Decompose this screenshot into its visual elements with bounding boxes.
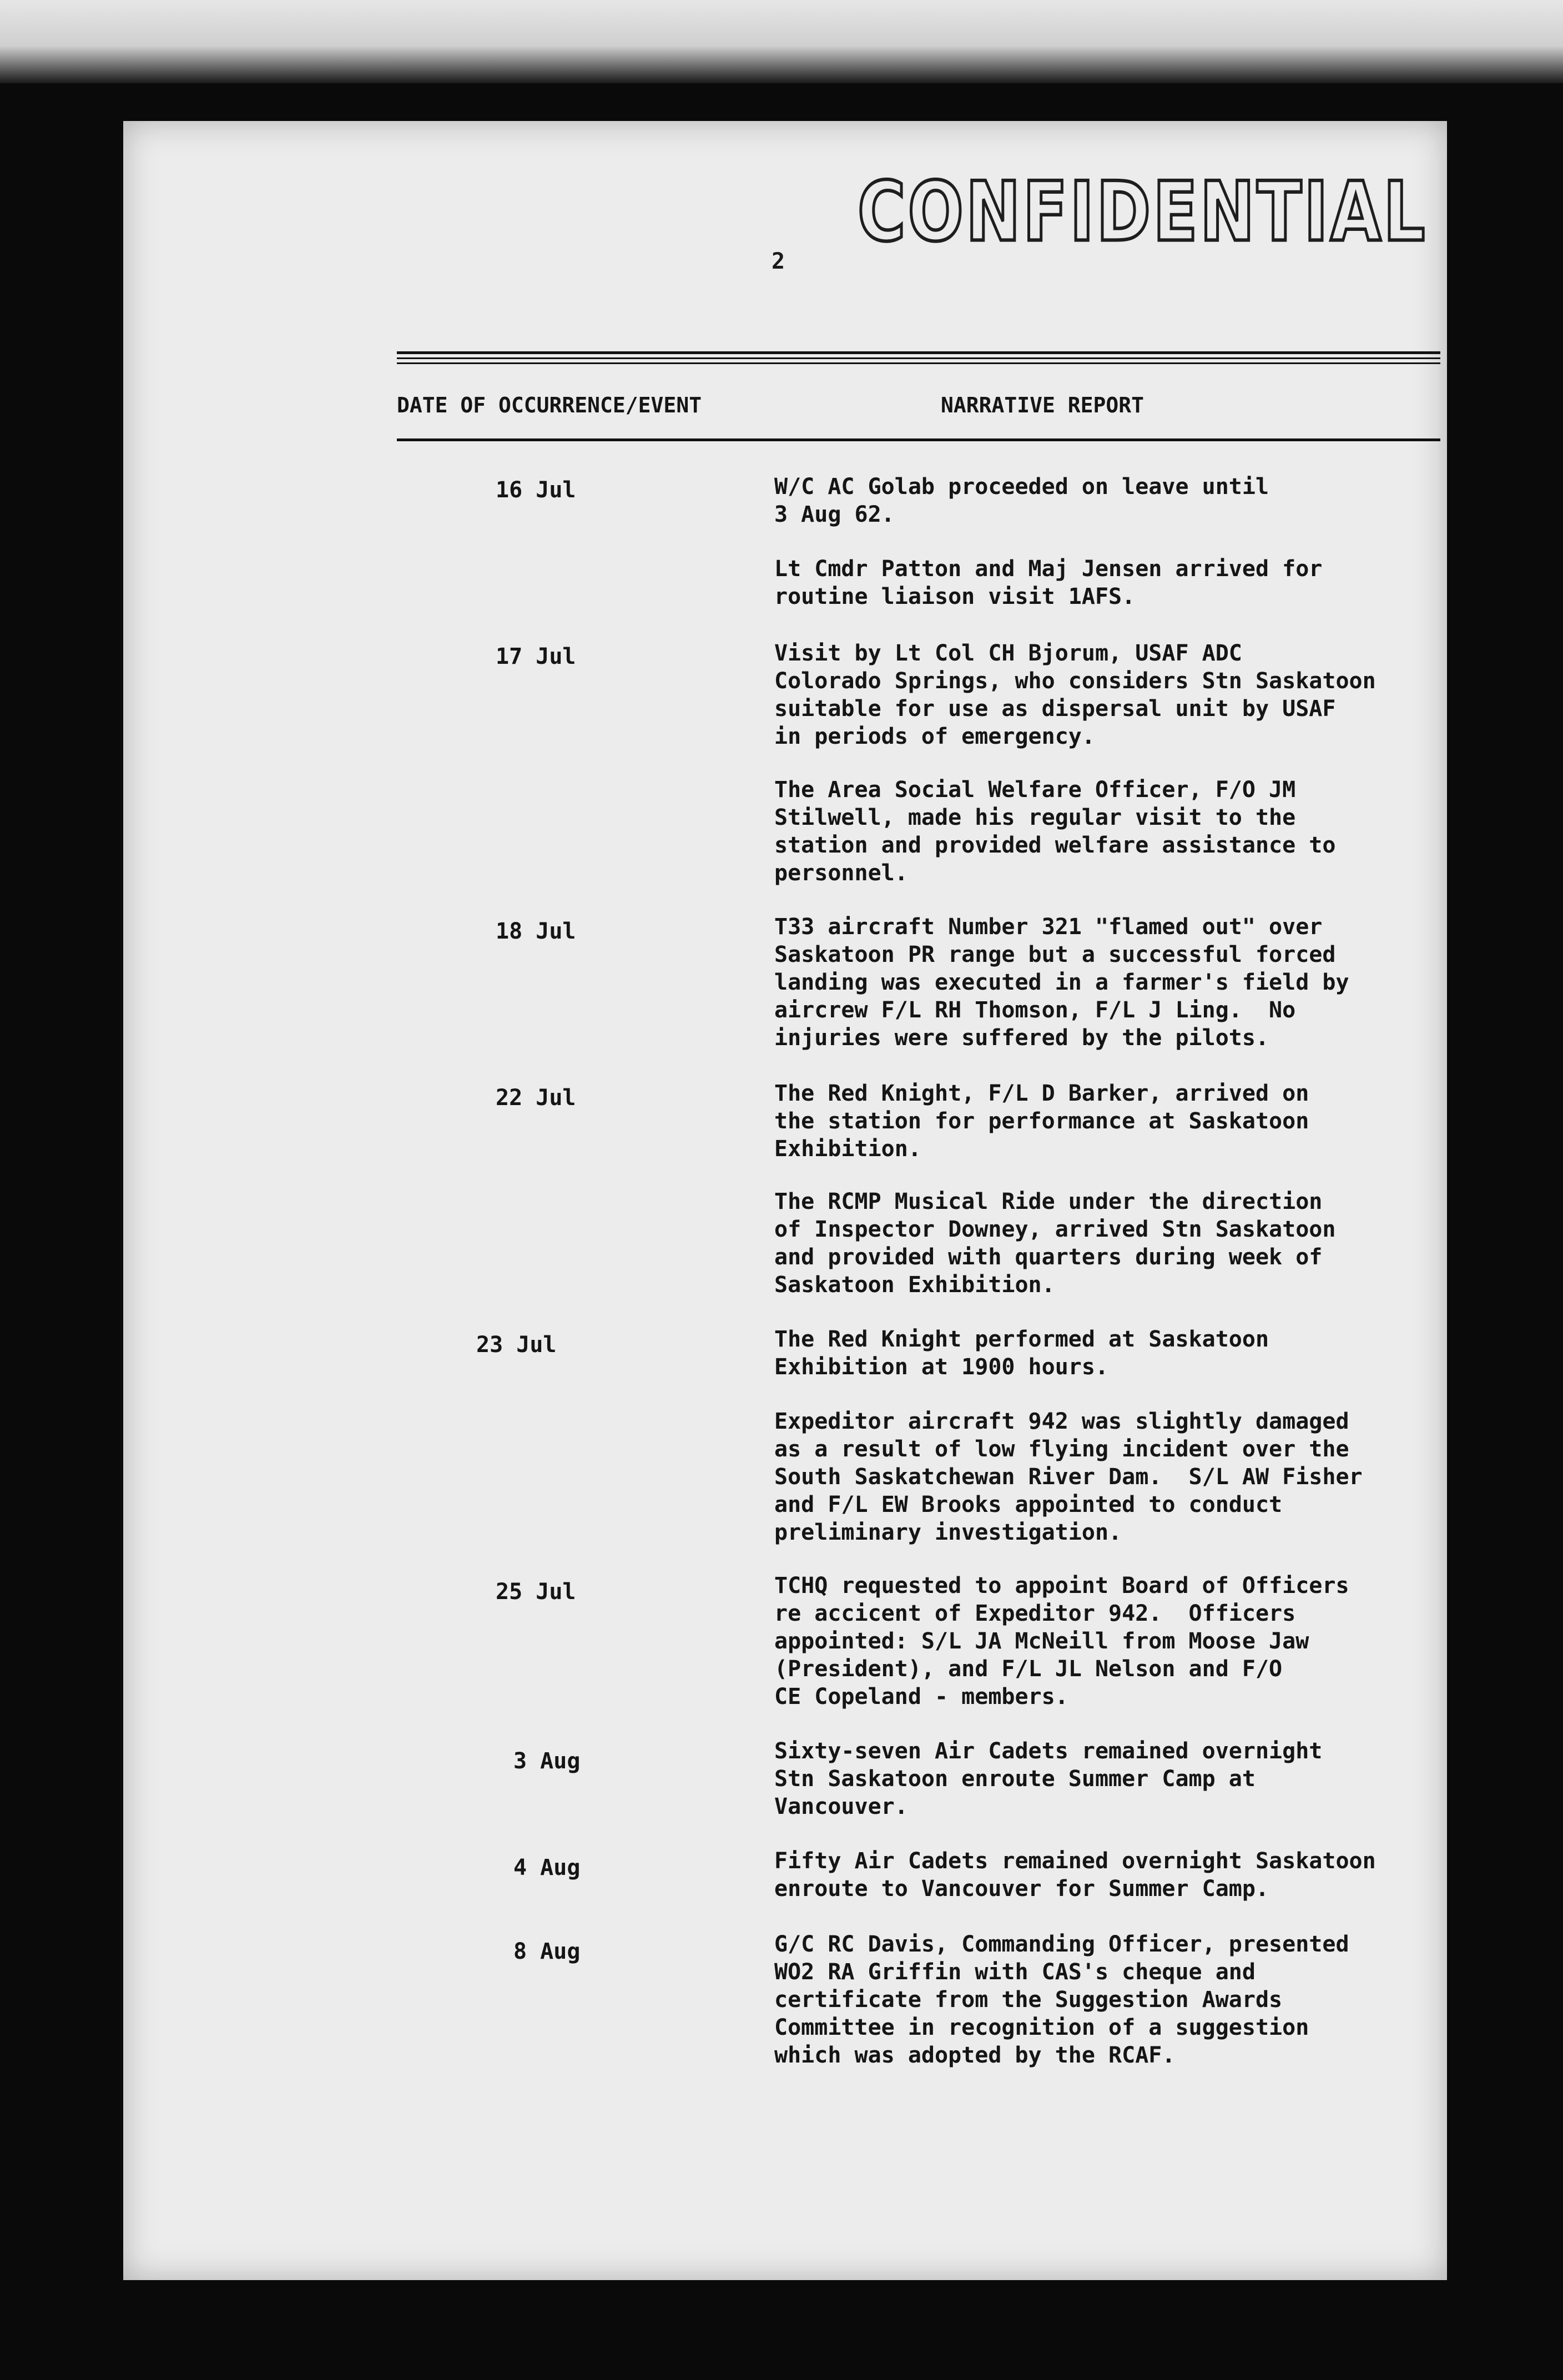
scanner-backdrop [0,0,1563,83]
entry-date: 17 Jul [496,644,576,669]
entry-text: The RCMP Musical Ride under the direction of Inspector Downey, arrived Stn Saskatoon and provided with quarters during week of Saskatoon Exhibition. [774,1189,1336,1298]
entry-text: G/C RC Davis, Commanding Officer, presented WO2 RA Griffin with CAS's cheque and certificate from the Suggestion Awards Committee in recognition of a suggestion which was adopted by the RCAF. [774,1932,1349,2068]
entry-text: W/C AC Golab proceeded on leave until 3 Aug 62. [774,474,1269,527]
entry-text: The Red Knight performed at Saskatoon Exhibition at 1900 hours. [774,1327,1269,1380]
header-top-rule-second [397,357,1440,359]
entry-text: Lt Cmdr Patton and Maj Jensen arrived for routine liaison visit 1AFS. [774,556,1323,609]
entry-date: 3 Aug [513,1748,581,1774]
header-top-rule-third [397,362,1440,364]
entry-date: 25 Jul [496,1579,576,1605]
date-column-header: DATE OF OCCURRENCE/EVENT [397,393,702,417]
entry-date: 4 Aug [513,1855,581,1880]
confidential-stamp: CONFIDENTIAL [858,164,1428,260]
header-top-rule [397,351,1440,354]
entry-text: Sixty-seven Air Cadets remained overnight Stn Saskatoon enroute Summer Camp at Vancouver. [774,1738,1323,1819]
entry-date: 23 Jul [476,1332,557,1358]
header-bottom-rule [397,438,1440,441]
entry-date: 16 Jul [496,477,576,503]
entry-text: Fifty Air Cadets remained overnight Saskatoon enroute to Vancouver for Summer Camp. [774,1848,1376,1902]
entry-text: Expeditor aircraft 942 was slightly damaged as a result of low flying incident over the South Saskatchewan River Dam. S/L AW Fisher and F/L EW Brooks appointed to conduct preliminary investigation. [774,1409,1363,1545]
entry-text: The Red Knight, F/L D Barker, arrived on the station for performance at Saskatoon Exhibition. [774,1081,1309,1162]
entry-text: TCHQ requested to appoint Board of Officers re accicent of Expeditor 942. Officers appointed: S/L JA McNeill from Moose Jaw (President), and F/L JL Nelson and F/O CE Copeland - members. [774,1573,1349,1710]
entry-text: T33 aircraft Number 321 "flamed out" over Saskatoon PR range but a successful forced landing was executed in a farmer's field by aircrew F/L RH Thomson, F/L J Ling. No injuries were suffered by the pilots. [774,914,1349,1051]
page-number: 2 [772,249,785,274]
entry-date: 18 Jul [496,919,576,944]
narrative-column-header: NARRATIVE REPORT [941,393,1144,417]
entry-date: 8 Aug [513,1939,581,1964]
entry-text: Visit by Lt Col CH Bjorum, USAF ADC Colorado Springs, who considers Stn Saskatoon suitable for use as dispersal unit by USAF in periods of emergency. [774,641,1376,749]
entry-text: The Area Social Welfare Officer, F/O JM Stilwell, made his regular visit to the station and provided welfare assistance to personnel. [774,777,1336,886]
entry-date: 22 Jul [496,1085,576,1111]
